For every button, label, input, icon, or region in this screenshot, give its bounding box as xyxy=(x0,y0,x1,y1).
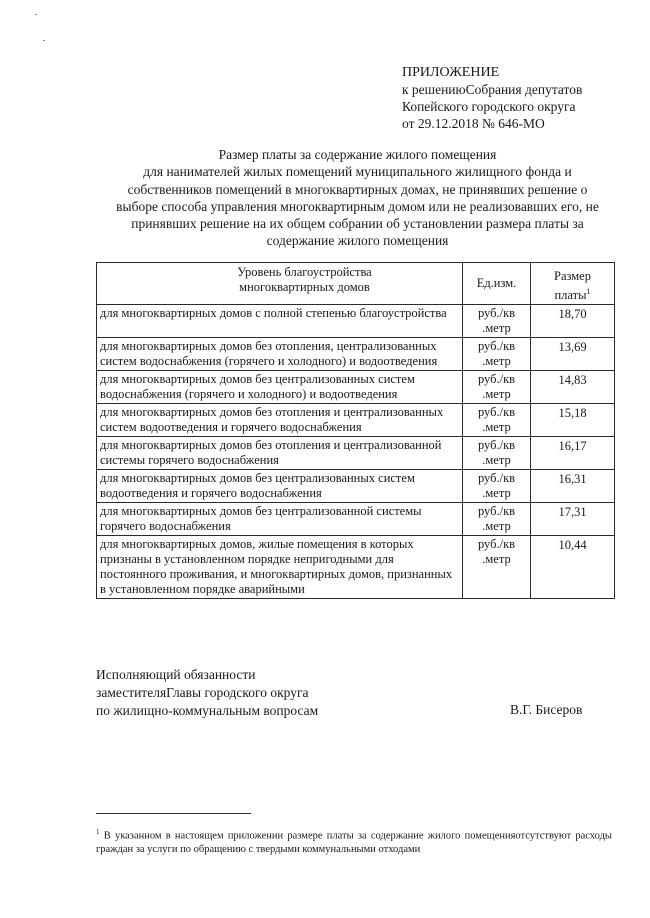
row-unit-line: руб./кв xyxy=(477,306,516,321)
row-value: 14,83 xyxy=(531,371,615,404)
row-value: 15,18 xyxy=(531,404,615,437)
row-unit xyxy=(463,437,531,470)
row-value: 16,31 xyxy=(531,470,615,503)
fee-table xyxy=(96,262,615,599)
appendix-line: к решениюСобрания депутатов xyxy=(402,82,583,97)
signer-line: заместителяГлавы городского округа xyxy=(96,685,309,700)
table-header-row xyxy=(97,263,615,305)
row-value: 16,17 xyxy=(531,437,615,470)
row-unit-line: руб./кв xyxy=(477,504,516,519)
header-size xyxy=(531,263,615,305)
row-unit xyxy=(463,371,531,404)
row-value: 13,69 xyxy=(531,338,615,371)
signer-line: Исполняющий обязанности xyxy=(96,667,256,682)
document-title xyxy=(100,146,615,250)
row-description: для многоквартирных домов без отопления и централизованных систем водоотведения и горячего водоснабжения xyxy=(97,404,463,437)
row-unit xyxy=(463,404,531,437)
footnote xyxy=(96,826,612,856)
row-unit-line: руб./кв xyxy=(477,372,516,387)
row-description: для многоквартирных домов без централизованных систем водоснабжения (горячего и холодного) и водоотведения xyxy=(97,371,463,404)
title-line: выборе способа управления многоквартирным домом или не реализовавших его, не xyxy=(116,198,599,214)
header-level-line: Уровень благоустройства xyxy=(237,265,372,279)
header-level xyxy=(97,263,463,305)
row-unit-line: .метр xyxy=(482,486,511,501)
signer-block xyxy=(96,666,318,720)
table-row xyxy=(97,305,615,338)
table-row xyxy=(97,338,615,371)
row-unit xyxy=(463,470,531,503)
appendix-heading: ПРИЛОЖЕНИЕ xyxy=(402,65,500,80)
appendix-line: Копейского городского округа xyxy=(402,99,576,114)
table-row xyxy=(97,371,615,404)
footnote-text: В указанном в настоящем приложении размере платы за содержание жилого помещенияотсутствуют расходы граждан за услуги по обращению с твердыми коммунальными отходами xyxy=(96,830,612,855)
footnote-ref: 1 xyxy=(586,287,591,296)
row-unit-line: .метр xyxy=(482,519,511,534)
header-size-line: Размер xyxy=(554,269,591,283)
table-row xyxy=(97,470,615,503)
row-description: для многоквартирных домов без отопления и централизованной системы горячего водоснабжения xyxy=(97,437,463,470)
title-line: для нанимателей жилых помещений муниципального жилищного фонда и xyxy=(143,164,572,180)
appendix-line: от 29.12.2018 № 646-МО xyxy=(402,116,545,131)
row-unit-line: руб./кв xyxy=(477,339,516,354)
scan-mark xyxy=(35,14,37,15)
row-unit xyxy=(463,536,531,599)
row-unit-line: .метр xyxy=(482,387,511,402)
footnote-mark: 1 xyxy=(96,828,100,836)
row-description: для многоквартирных домов с полной степенью благоустройства xyxy=(97,305,463,338)
signer-line: по жилищно-коммунальным вопросам xyxy=(96,703,319,718)
row-description: для многоквартирных домов без централизованных систем водоотведения и горячего водоснабжения xyxy=(97,470,463,503)
row-value: 17,31 xyxy=(531,503,615,536)
title-line: собственников помещений в многоквартирных домах, не принявших решение о xyxy=(127,181,588,197)
row-description: для многоквартирных домов без централизованной системы горячего водоснабжения xyxy=(97,503,463,536)
row-value: 18,70 xyxy=(531,305,615,338)
header-size-word: платы xyxy=(554,288,587,303)
table-row xyxy=(97,404,615,437)
row-unit-line: .метр xyxy=(482,321,511,336)
title-line: содержание жилого помещения xyxy=(266,233,449,249)
row-unit-line: .метр xyxy=(482,552,511,567)
appendix-block xyxy=(402,64,582,132)
row-description: для многоквартирных домов без отопления, централизованных систем водоснабжения (горячего и холодного) и водоотведения xyxy=(97,338,463,371)
row-unit-line: .метр xyxy=(482,354,511,369)
row-description: для многоквартирных домов, жилые помещения в которых признаны в установленном порядке непригодными для постоянного проживания, и многоквартирных домов, признанных в установленном порядке аварийными xyxy=(97,536,463,599)
row-unit-line: .метр xyxy=(482,420,511,435)
row-unit xyxy=(463,503,531,536)
footnote-divider xyxy=(96,813,251,814)
header-unit: Ед.изм. xyxy=(463,263,531,305)
row-value: 10,44 xyxy=(531,536,615,599)
table-row xyxy=(97,437,615,470)
table-row xyxy=(97,536,615,599)
header-size-line xyxy=(534,284,611,303)
scan-mark xyxy=(43,40,45,41)
row-unit-line: руб./кв xyxy=(477,537,516,552)
table-row xyxy=(97,503,615,536)
header-level-line: многоквартирных домов xyxy=(239,280,370,294)
row-unit xyxy=(463,305,531,338)
row-unit-line: .метр xyxy=(482,453,511,468)
row-unit-line: руб./кв xyxy=(477,438,516,453)
title-line: принявших решение на их общем собрании об установлении размера платы за xyxy=(131,216,584,232)
row-unit-line: руб./кв xyxy=(477,471,516,486)
title-line: Размер платы за содержание жилого помещения xyxy=(218,147,497,162)
row-unit xyxy=(463,338,531,371)
row-unit-line: руб./кв xyxy=(477,405,516,420)
signer-name: В.Г. Бисеров xyxy=(510,702,583,717)
